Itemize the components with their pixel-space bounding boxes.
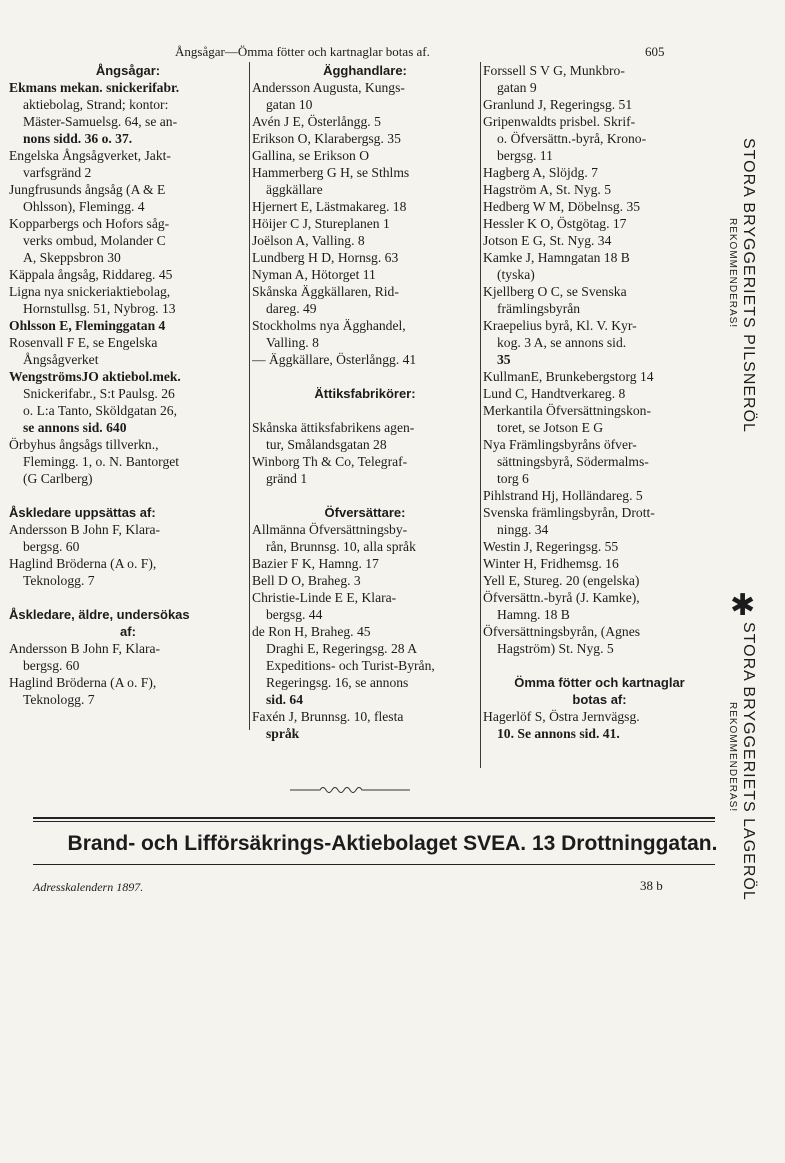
directory-line: Merkantila Öfversättningskon- — [483, 403, 651, 418]
spacer — [252, 487, 478, 504]
directory-line: o. Öfversättn.-byrå, Krono- — [497, 131, 647, 146]
directory-line: bergsg. 60 — [23, 658, 80, 673]
directory-line: Lund C, Handtverkareg. 8 — [483, 386, 626, 401]
directory-line: Nya Främlingsbyråns öfver- — [483, 437, 637, 452]
banner-rule-top-thin — [33, 821, 715, 822]
spacer — [9, 487, 247, 504]
section-heading: Ägghandlare: — [323, 63, 407, 78]
column-3 — [483, 62, 716, 742]
spacer — [252, 368, 478, 385]
directory-line: Westin J, Regeringsg. 55 — [483, 539, 619, 554]
directory-line: Teknologg. 7 — [23, 573, 95, 588]
column-1 — [9, 62, 247, 708]
directory-line: sid. 64 — [266, 692, 304, 707]
directory-line: Allmänna Öfversättningsby- — [252, 522, 408, 537]
spacer — [483, 657, 716, 674]
footer-signature: 38 b — [640, 878, 663, 893]
directory-line: Expeditions- och Turist-Byrån, — [266, 658, 435, 673]
directory-line: Haglind Bröderna (A o. F), — [9, 675, 157, 690]
directory-line: Ligna nya snickeriaktiebolag, — [9, 284, 171, 299]
page-number: 605 — [645, 44, 665, 59]
directory-line: bergsg. 11 — [497, 148, 553, 163]
spacer — [9, 589, 247, 606]
directory-line: Teknologg. 7 — [23, 692, 95, 707]
section-heading: Ångsågar: — [95, 63, 161, 78]
section-heading: af: — [120, 624, 136, 639]
directory-line: Forssell S V G, Munkbro- — [483, 63, 625, 78]
directory-line: (G Carlberg) — [23, 471, 93, 486]
running-title: Ångsågar—Ömma fötter och kartnaglar botas af. — [175, 44, 430, 59]
directory-line: Hagström) St. Nyg. 5 — [497, 641, 614, 656]
ornament-squiggle — [290, 782, 410, 798]
directory-line: språk — [266, 726, 300, 741]
directory-line: Kamke J, Hamngatan 18 B — [483, 250, 630, 265]
directory-line: dareg. 49 — [266, 301, 317, 316]
directory-line: Avén J E, Österlångg. 5 — [252, 114, 381, 129]
directory-line: torg 6 — [497, 471, 529, 486]
directory-line: Örbyhus ångsågs tillverkn., — [9, 437, 159, 452]
directory-line: Kopparbergs och Hofors såg- — [9, 216, 170, 231]
column-rule-1 — [249, 62, 250, 730]
directory-line: Höijer C J, Stureplanen 1 — [252, 216, 390, 231]
directory-line: Kraepelius byrå, Kl. V. Kyr- — [483, 318, 637, 333]
directory-line: Pihlstrand Hj, Holländareg. 5 — [483, 488, 643, 503]
directory-line: aktiebolag, Strand; kontor: — [23, 97, 169, 112]
directory-line: bergsg. 44 — [266, 607, 323, 622]
directory-line: gränd 1 — [266, 471, 308, 486]
directory-line: Winborg Th & Co, Telegraf- — [252, 454, 408, 469]
directory-line: Snickerifabr., S:t Paulsg. 26 — [23, 386, 175, 401]
directory-line: kog. 3 A, se annons sid. — [497, 335, 627, 350]
directory-line: Skånska Äggkällaren, Rid- — [252, 284, 399, 299]
column-2 — [252, 62, 478, 742]
directory-line: Ekmans mekan. snickerifabr. — [9, 80, 180, 95]
directory-line: gatan 10 — [266, 97, 313, 112]
side-ad-pilsner-note: REKOMMENDERAS! — [727, 218, 738, 329]
directory-line: Jungfrusunds ångsåg (A & E — [9, 182, 166, 197]
advertisement-banner: Brand- och Lifförsäkrings-Aktiebolaget SVEA. 13 Drottninggatan. — [67, 832, 718, 855]
page-header — [0, 44, 700, 64]
directory-line: 10. Se annons sid. 41. — [497, 726, 620, 741]
directory-line: Nyman A, Hötorget 11 — [252, 267, 376, 282]
section-heading: Ättiksfabrikörer: — [314, 386, 416, 401]
directory-line: Andersson Augusta, Kungs- — [252, 80, 405, 95]
directory-line: Haglind Bröderna (A o. F), — [9, 556, 157, 571]
directory-line: Ohlsson), Flemingg. 4 — [23, 199, 145, 214]
directory-line: nons sidd. 36 o. 37. — [23, 131, 133, 146]
directory-line: Flemingg. 1, o. N. Bantorget — [23, 454, 180, 469]
directory-line: se annons sid. 640 — [23, 420, 127, 435]
directory-line: KullmanE, Brunkebergstorg 14 — [483, 369, 654, 384]
directory-line: Draghi E, Regeringsg. 28 A — [266, 641, 418, 656]
directory-line: Christie-Linde E E, Klara- — [252, 590, 397, 605]
directory-line: Valling. 8 — [266, 335, 319, 350]
directory-line: tur, Smålandsgatan 28 — [266, 437, 387, 452]
directory-line: Gripenwaldts prisbel. Skrif- — [483, 114, 636, 129]
directory-line: Gallina, se Erikson O — [252, 148, 370, 163]
directory-line: Andersson B John F, Klara- — [9, 522, 161, 537]
directory-line: främlingsbyrån — [497, 301, 581, 316]
directory-line: verks ombud, Molander C — [23, 233, 166, 248]
directory-line: ningg. 34 — [497, 522, 549, 537]
directory-line: Hornstullsg. 51, Nybrog. 13 — [23, 301, 176, 316]
directory-line: Hagström A, St. Nyg. 5 — [483, 182, 612, 197]
directory-line: Bazier F K, Hamng. 17 — [252, 556, 379, 571]
directory-line: Hessler K O, Östgötag. 17 — [483, 216, 627, 231]
directory-line: Ångsågverket — [23, 352, 99, 367]
side-ad-pilsner — [727, 138, 763, 578]
directory-line: Yell E, Stureg. 20 (engelska) — [483, 573, 640, 588]
side-ad-lager-note: REKOMMENDERAS! — [727, 702, 738, 813]
directory-line: Öfversättn.-byrå (J. Kamke), — [483, 590, 640, 605]
directory-line: Hamng. 18 B — [497, 607, 570, 622]
asterisk-icon: ✱ — [730, 588, 756, 623]
directory-line: Jotson E G, St. Nyg. 34 — [483, 233, 612, 248]
side-ad-pilsner-brand: STORA BRYGGERIETS PILSNERÖL — [740, 138, 757, 433]
directory-line: Hagerlöf S, Östra Jernvägsg. — [483, 709, 640, 724]
side-ad-lager-brand: STORA BRYGGERIETS LAGERÖL — [740, 622, 757, 901]
directory-line: Hedberg W M, Döbelnsg. 35 — [483, 199, 641, 214]
directory-line: o. L:a Tanto, Sköldgatan 26, — [23, 403, 177, 418]
section-heading: botas af: — [572, 692, 627, 707]
directory-line: äggkällare — [266, 182, 323, 197]
banner-rule-top — [33, 817, 715, 819]
directory-line: sättningsbyrå, Södermalms- — [497, 454, 649, 469]
directory-line: Joëlson A, Valling. 8 — [252, 233, 365, 248]
directory-line: Engelska Ångsågverket, Jakt- — [9, 148, 171, 163]
directory-line: Ohlsson E, Fleminggatan 4 — [9, 318, 166, 333]
directory-line: — Äggkällare, Österlångg. 41 — [252, 352, 417, 367]
directory-line: Stockholms nya Ägghandel, — [252, 318, 406, 333]
spacer — [252, 402, 478, 419]
directory-line: Erikson O, Klarabergsg. 35 — [252, 131, 401, 146]
section-heading: Öfversättare: — [324, 505, 406, 520]
section-heading: Ömma fötter och kartnaglar — [514, 675, 685, 690]
directory-line: Bell D O, Braheg. 3 — [252, 573, 361, 588]
column-rule-2 — [480, 62, 481, 768]
directory-line: Andersson B John F, Klara- — [9, 641, 161, 656]
directory-line: Regeringsg. 16, se annons — [266, 675, 409, 690]
directory-line: Faxén J, Brunnsg. 10, flesta — [252, 709, 404, 724]
directory-line: 35 — [497, 352, 511, 367]
directory-line: Granlund J, Regeringsg. 51 — [483, 97, 633, 112]
directory-line: Svenska främlingsbyrån, Drott- — [483, 505, 655, 520]
footer-publication: Adresskalendern 1897. — [33, 880, 144, 894]
section-heading: Åskledare uppsättas af: — [9, 505, 156, 520]
directory-line: varfsgränd 2 — [23, 165, 92, 180]
directory-line: Lundberg H D, Hornsg. 63 — [252, 250, 399, 265]
directory-line: Rosenvall F E, se Engelska — [9, 335, 158, 350]
directory-line: Hammerberg G H, se Sthlms — [252, 165, 410, 180]
directory-line: Kjellberg O C, se Svenska — [483, 284, 627, 299]
directory-line: Mäster-Samuelsg. 64, se an- — [23, 114, 178, 129]
directory-line: Käppala ångsåg, Riddareg. 45 — [9, 267, 173, 282]
directory-line: A, Skeppsbron 30 — [23, 250, 121, 265]
directory-line: Skånska ättiksfabrikens agen- — [252, 420, 415, 435]
directory-line: WengströmsJO aktiebol.mek. — [9, 369, 181, 384]
directory-line: rån, Brunnsg. 10, alla språk — [266, 539, 416, 554]
directory-line: Hagberg A, Slöjdg. 7 — [483, 165, 598, 180]
directory-line: gatan 9 — [497, 80, 537, 95]
directory-line: Öfversättningsbyrån, (Agnes — [483, 624, 641, 639]
directory-line: (tyska) — [497, 267, 535, 282]
section-heading: Åskledare, äldre, undersökas — [9, 607, 190, 622]
directory-line: Winter H, Fridhemsg. 16 — [483, 556, 619, 571]
directory-line: Hjernert E, Lästmakareg. 18 — [252, 199, 407, 214]
banner-rule-bottom — [33, 864, 715, 865]
directory-line: de Ron H, Braheg. 45 — [252, 624, 371, 639]
directory-line: bergsg. 60 — [23, 539, 80, 554]
directory-line: toret, se Jotson E G — [497, 420, 604, 435]
